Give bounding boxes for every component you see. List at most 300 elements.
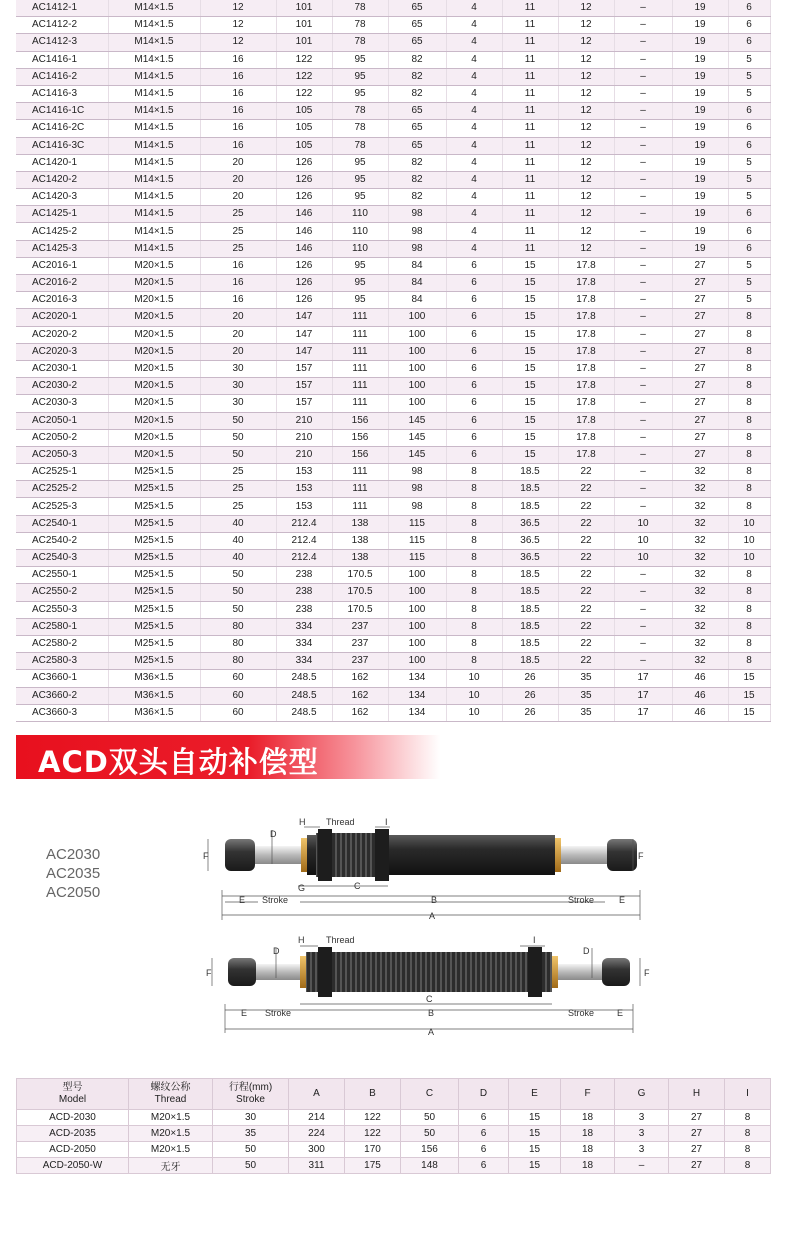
table-cell: 80 — [200, 635, 276, 652]
table-row — [16, 0, 770, 17]
table-cell: 17.8 — [558, 446, 614, 463]
model-cell: AC2050-1 — [16, 412, 108, 429]
table-cell: 20 — [200, 309, 276, 326]
table-cell: 11 — [502, 17, 558, 34]
table-cell: 6 — [446, 343, 502, 360]
table-cell: 11 — [502, 0, 558, 17]
table-cell: 65 — [388, 34, 446, 51]
table-cell: 15 — [502, 412, 558, 429]
table-cell: 22 — [558, 601, 614, 618]
table-cell: 4 — [446, 189, 502, 206]
table-cell: 15 — [728, 670, 770, 687]
table-cell: M20×1.5 — [129, 1126, 213, 1142]
table-cell: M20×1.5 — [108, 429, 200, 446]
table-cell: 11 — [502, 51, 558, 68]
table-cell: 18.5 — [502, 584, 558, 601]
dim-label-e: E — [619, 895, 626, 905]
table-cell: M25×1.5 — [108, 498, 200, 515]
table-cell: M14×1.5 — [108, 34, 200, 51]
table-cell: 27 — [672, 429, 728, 446]
dim-label-c: C — [426, 994, 433, 1004]
table-cell: 100 — [388, 309, 446, 326]
table-cell: – — [614, 481, 672, 498]
table-cell: 8 — [446, 618, 502, 635]
table-cell: 6 — [728, 34, 770, 51]
table-cell: 12 — [558, 137, 614, 154]
column-header-en: H — [692, 1088, 701, 1099]
model-cell: AC1416-3C — [16, 137, 108, 154]
table-cell: 6 — [446, 309, 502, 326]
table-cell: 36.5 — [502, 532, 558, 549]
table-cell: 100 — [388, 653, 446, 670]
table-cell: 15 — [502, 429, 558, 446]
column-header-en: B — [369, 1088, 376, 1099]
table-cell: 98 — [388, 206, 446, 223]
table-cell: 6 — [728, 240, 770, 257]
table-cell: – — [615, 1158, 669, 1174]
table-cell: 15 — [502, 343, 558, 360]
table-cell: 210 — [276, 429, 332, 446]
table-cell: 98 — [388, 498, 446, 515]
table-cell: M20×1.5 — [108, 257, 200, 274]
table-cell: 8 — [725, 1158, 771, 1174]
table-cell: M14×1.5 — [108, 137, 200, 154]
table-cell: M20×1.5 — [108, 412, 200, 429]
table-cell: 19 — [672, 206, 728, 223]
model-cell: AC2030-3 — [16, 395, 108, 412]
table-cell: – — [614, 412, 672, 429]
model-cell: AC2550-2 — [16, 584, 108, 601]
table-cell: 78 — [332, 17, 388, 34]
table-cell: – — [614, 85, 672, 102]
table-cell: 19 — [672, 171, 728, 188]
table-cell: 26 — [502, 670, 558, 687]
table-cell: 10 — [446, 687, 502, 704]
dim-label-h: H — [299, 817, 306, 827]
table-cell: 12 — [558, 120, 614, 137]
table-cell: 8 — [728, 653, 770, 670]
table-cell: 12 — [200, 17, 276, 34]
table-cell: 25 — [200, 464, 276, 481]
table-cell: 30 — [213, 1110, 289, 1126]
table-cell: 12 — [558, 17, 614, 34]
table-cell: 4 — [446, 34, 502, 51]
table-cell: 15 — [502, 360, 558, 377]
table-cell: 27 — [669, 1126, 725, 1142]
table-row — [16, 653, 770, 670]
table-cell: 4 — [446, 206, 502, 223]
table-cell: M25×1.5 — [108, 584, 200, 601]
table-cell: 156 — [401, 1142, 459, 1158]
table-cell: 84 — [388, 292, 446, 309]
table-cell: – — [614, 189, 672, 206]
table-cell: M20×1.5 — [108, 395, 200, 412]
table-cell: 8 — [446, 498, 502, 515]
table-cell: M14×1.5 — [108, 223, 200, 240]
table-cell: 8 — [446, 635, 502, 652]
table-cell: 18.5 — [502, 481, 558, 498]
table-cell: – — [614, 498, 672, 515]
dim-label-a: A — [429, 911, 436, 921]
table-cell: 80 — [200, 618, 276, 635]
table-cell: 8 — [446, 653, 502, 670]
table-cell: M14×1.5 — [108, 103, 200, 120]
section-title: ACD双头自动补偿型 — [38, 745, 319, 779]
table-cell: 16 — [200, 257, 276, 274]
table-cell: 10 — [728, 532, 770, 549]
table-row — [16, 704, 770, 721]
table-cell: 15 — [502, 309, 558, 326]
model-cell: AC2550-3 — [16, 601, 108, 618]
table-cell: 10 — [614, 532, 672, 549]
table-cell: 162 — [332, 670, 388, 687]
dim-label-thread: Thread — [326, 935, 355, 945]
column-header-en: G — [637, 1088, 646, 1099]
table-cell: 8 — [446, 532, 502, 549]
table-cell: 50 — [401, 1126, 459, 1142]
table-cell: 100 — [388, 584, 446, 601]
table-cell: 110 — [332, 223, 388, 240]
table-cell: 78 — [332, 137, 388, 154]
table-cell: 100 — [388, 618, 446, 635]
table-cell: 32 — [672, 464, 728, 481]
table-cell: 162 — [332, 687, 388, 704]
table-cell: M14×1.5 — [108, 85, 200, 102]
table-cell: 138 — [332, 532, 388, 549]
table-cell: – — [614, 68, 672, 85]
table-cell: M25×1.5 — [108, 550, 200, 567]
table-cell: 105 — [276, 103, 332, 120]
table-cell: 82 — [388, 68, 446, 85]
table-row — [16, 670, 770, 687]
column-header-en: C — [425, 1088, 434, 1099]
table-cell: 4 — [446, 137, 502, 154]
table-cell: – — [614, 567, 672, 584]
dim-label-f: F — [203, 851, 209, 861]
table-cell: 111 — [332, 498, 388, 515]
table-cell: 15 — [509, 1126, 561, 1142]
model-cell: AC2030-2 — [16, 378, 108, 395]
table-row — [16, 275, 770, 292]
table-row — [17, 1126, 771, 1142]
table-cell: M14×1.5 — [108, 120, 200, 137]
table-cell: 5 — [728, 189, 770, 206]
table-cell: 157 — [276, 395, 332, 412]
table-cell: – — [614, 584, 672, 601]
table-cell: – — [614, 653, 672, 670]
table-row — [16, 515, 770, 532]
table-cell: M36×1.5 — [108, 670, 200, 687]
table-cell: – — [614, 378, 672, 395]
table-cell: – — [614, 618, 672, 635]
table-cell: 110 — [332, 240, 388, 257]
table-cell: – — [614, 343, 672, 360]
table-row — [16, 412, 770, 429]
table-cell: – — [614, 309, 672, 326]
table-cell: 212.4 — [276, 515, 332, 532]
table-cell: 16 — [200, 103, 276, 120]
table-cell: 8 — [725, 1126, 771, 1142]
model-cell: AC2540-1 — [16, 515, 108, 532]
table-cell: 17 — [614, 704, 672, 721]
table-cell: 4 — [446, 0, 502, 17]
table-cell: 18.5 — [502, 567, 558, 584]
column-header — [725, 1079, 771, 1110]
table-cell: – — [614, 601, 672, 618]
table-cell: – — [614, 326, 672, 343]
table-cell: 16 — [200, 137, 276, 154]
table-cell: – — [614, 137, 672, 154]
table-cell: 82 — [388, 154, 446, 171]
table-cell: 111 — [332, 481, 388, 498]
table-cell: 8 — [728, 326, 770, 343]
lock-nut — [318, 829, 332, 881]
table-cell: 175 — [345, 1158, 401, 1174]
table-cell: 27 — [672, 292, 728, 309]
table-row — [16, 481, 770, 498]
model-cell: ACD-2030 — [17, 1110, 129, 1126]
table-cell: 50 — [200, 412, 276, 429]
table-cell: 100 — [388, 360, 446, 377]
table-cell: 12 — [200, 0, 276, 17]
table-cell: 12 — [558, 206, 614, 223]
table-cell: 126 — [276, 257, 332, 274]
table-cell: 15 — [728, 704, 770, 721]
table-row — [16, 171, 770, 188]
table-cell: 4 — [446, 51, 502, 68]
piston-rod-right — [558, 964, 602, 980]
table-cell: 36.5 — [502, 550, 558, 567]
table-cell: 22 — [558, 584, 614, 601]
table-cell: 15 — [509, 1142, 561, 1158]
table-cell: 27 — [669, 1158, 725, 1174]
table-cell: 78 — [332, 34, 388, 51]
dim-label-e: E — [617, 1008, 624, 1018]
table-cell: 18.5 — [502, 653, 558, 670]
table-cell: – — [614, 257, 672, 274]
table-cell: M14×1.5 — [108, 0, 200, 17]
table-cell: 8 — [446, 567, 502, 584]
table-cell: 84 — [388, 275, 446, 292]
table-cell: 134 — [388, 704, 446, 721]
table-cell: 95 — [332, 189, 388, 206]
table-cell: 18.5 — [502, 635, 558, 652]
table-cell: M14×1.5 — [108, 17, 200, 34]
column-header-en: F — [584, 1088, 591, 1099]
table-cell: 8 — [446, 481, 502, 498]
table-cell: 8 — [728, 429, 770, 446]
table-cell: 10 — [728, 515, 770, 532]
table-cell: 6 — [728, 120, 770, 137]
table-cell: 105 — [276, 137, 332, 154]
table-cell: 18.5 — [502, 498, 558, 515]
table-cell: 50 — [213, 1158, 289, 1174]
lock-nut — [528, 947, 542, 997]
table-cell: 32 — [672, 584, 728, 601]
model-cell: AC2016-3 — [16, 292, 108, 309]
table-cell: – — [614, 154, 672, 171]
table-cell: 20 — [200, 326, 276, 343]
table-cell: 3 — [615, 1142, 669, 1158]
table-cell: 6 — [728, 0, 770, 17]
model-cell: AC1416-1 — [16, 51, 108, 68]
thread-section — [306, 952, 552, 992]
table-row — [16, 326, 770, 343]
table-cell: 18.5 — [502, 618, 558, 635]
column-header-en: D — [479, 1088, 488, 1099]
table-cell: 22 — [558, 653, 614, 670]
table-cell: 16 — [200, 85, 276, 102]
model-cell: AC1412-3 — [16, 34, 108, 51]
table-cell: 6 — [446, 360, 502, 377]
table-cell: 32 — [672, 653, 728, 670]
table-cell: 82 — [388, 85, 446, 102]
table-cell: 35 — [558, 687, 614, 704]
model-cell: AC2016-1 — [16, 257, 108, 274]
table-row — [16, 223, 770, 240]
table-row — [16, 601, 770, 618]
table-cell: 212.4 — [276, 532, 332, 549]
column-header — [615, 1079, 669, 1110]
table-cell: 156 — [332, 446, 388, 463]
model-cell: AC1425-3 — [16, 240, 108, 257]
table-cell: 25 — [200, 481, 276, 498]
table-cell: 145 — [388, 446, 446, 463]
table-cell: 32 — [672, 567, 728, 584]
table-cell: 6 — [446, 326, 502, 343]
table-cell: M20×1.5 — [108, 275, 200, 292]
table-cell: 11 — [502, 34, 558, 51]
table-cell: 334 — [276, 635, 332, 652]
table-cell: 11 — [502, 103, 558, 120]
column-header — [459, 1079, 509, 1110]
table-row — [16, 137, 770, 154]
table-cell: 238 — [276, 601, 332, 618]
table-cell: 5 — [728, 51, 770, 68]
table-cell: 84 — [388, 257, 446, 274]
table-cell: 101 — [276, 0, 332, 17]
end-cap-right — [607, 839, 637, 871]
table-cell: 248.5 — [276, 687, 332, 704]
table-cell: M25×1.5 — [108, 464, 200, 481]
table-cell: – — [614, 0, 672, 17]
table-cell: – — [614, 464, 672, 481]
dim-label-e: E — [239, 895, 246, 905]
table-cell: 8 — [728, 343, 770, 360]
table-row — [16, 68, 770, 85]
table-cell: M25×1.5 — [108, 635, 200, 652]
table-cell: 6 — [728, 17, 770, 34]
column-header-en: I — [746, 1088, 749, 1099]
column-header-en: Thread — [154, 1094, 187, 1105]
table-cell: 12 — [558, 85, 614, 102]
table-cell: 82 — [388, 51, 446, 68]
dim-label-stroke: Stroke — [568, 1008, 595, 1018]
table-cell: 22 — [558, 498, 614, 515]
column-header — [213, 1079, 289, 1110]
table-cell: 22 — [558, 618, 614, 635]
model-cell: AC1416-2C — [16, 120, 108, 137]
table-cell: 8 — [728, 309, 770, 326]
column-header-cn: 螺纹公称 — [150, 1082, 191, 1093]
table-cell: 35 — [558, 704, 614, 721]
table-cell: 32 — [672, 601, 728, 618]
table-row — [16, 51, 770, 68]
dim-label-b: B — [428, 1008, 435, 1018]
end-cap-left — [225, 839, 255, 871]
table-row — [16, 189, 770, 206]
table-cell: 11 — [502, 154, 558, 171]
table-cell: 78 — [332, 103, 388, 120]
column-header-en: E — [531, 1088, 538, 1099]
table-cell: M20×1.5 — [108, 446, 200, 463]
table-cell: 65 — [388, 0, 446, 17]
table-cell: 4 — [446, 171, 502, 188]
table-cell: 11 — [502, 223, 558, 240]
table-cell: 11 — [502, 171, 558, 188]
table-cell: 65 — [388, 17, 446, 34]
table-cell: 126 — [276, 292, 332, 309]
table-row — [16, 378, 770, 395]
table-cell: 237 — [332, 653, 388, 670]
table-cell: 27 — [672, 378, 728, 395]
table-cell: 8 — [728, 395, 770, 412]
table-cell: – — [614, 635, 672, 652]
table-cell: 237 — [332, 618, 388, 635]
table-cell: 50 — [200, 429, 276, 446]
table-cell: 17.8 — [558, 412, 614, 429]
model-cell: AC1416-1C — [16, 103, 108, 120]
table-cell: 126 — [276, 275, 332, 292]
table-cell: 145 — [388, 429, 446, 446]
table-row — [17, 1142, 771, 1158]
model-cell: AC2580-3 — [16, 653, 108, 670]
table-cell: 214 — [289, 1110, 345, 1126]
table-cell: 22 — [558, 515, 614, 532]
model-label: AC2050 — [46, 884, 101, 901]
table-cell: 15 — [509, 1110, 561, 1126]
table-cell: – — [614, 275, 672, 292]
table-row — [16, 395, 770, 412]
table-cell: M20×1.5 — [129, 1110, 213, 1126]
table-row — [16, 206, 770, 223]
table-cell: M20×1.5 — [108, 292, 200, 309]
table-cell: 19 — [672, 154, 728, 171]
table-cell: 27 — [672, 412, 728, 429]
table-row — [16, 103, 770, 120]
table-cell: 8 — [728, 618, 770, 635]
table-cell: 157 — [276, 360, 332, 377]
table-cell: 126 — [276, 154, 332, 171]
table-cell: 4 — [446, 154, 502, 171]
table-cell: 22 — [558, 550, 614, 567]
table-cell: 10 — [728, 550, 770, 567]
table-cell: 60 — [200, 670, 276, 687]
table-cell: 15 — [502, 395, 558, 412]
table-cell: – — [614, 223, 672, 240]
table-cell: – — [614, 51, 672, 68]
table-cell: 100 — [388, 378, 446, 395]
model-cell: AC2540-3 — [16, 550, 108, 567]
table-cell: 4 — [446, 240, 502, 257]
table-cell: 237 — [332, 635, 388, 652]
table-cell: 170.5 — [332, 601, 388, 618]
table-cell: 22 — [558, 481, 614, 498]
dim-label-f: F — [206, 968, 212, 978]
dim-label-i: I — [533, 935, 536, 945]
model-cell: AC1416-2 — [16, 68, 108, 85]
table-cell: 19 — [672, 51, 728, 68]
